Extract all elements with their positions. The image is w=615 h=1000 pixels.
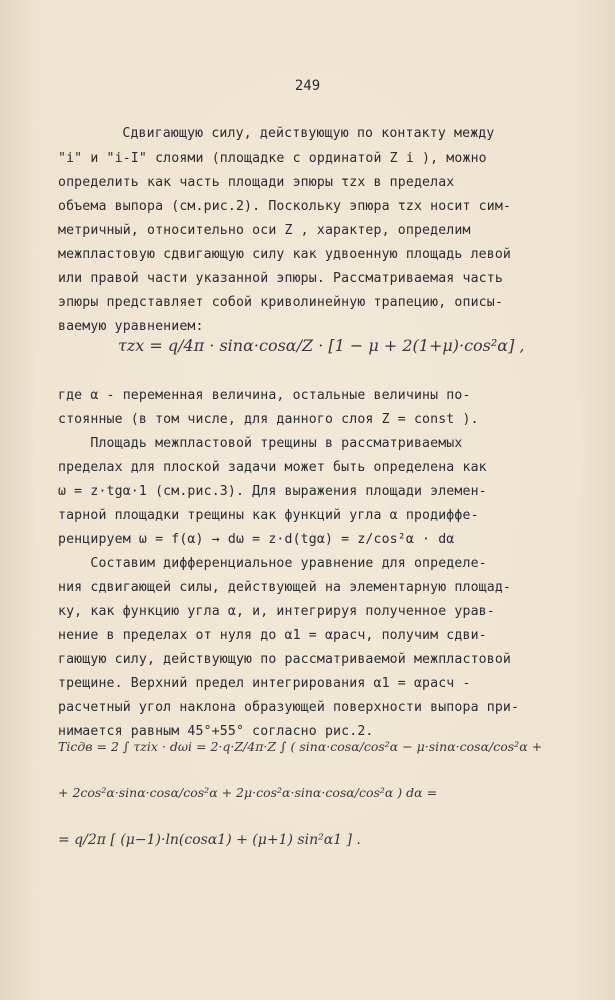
- text-line-17: Составим дифференциальное уравнение для определе-: [58, 556, 487, 571]
- text-line-6: межпластовую сдвигающую силу как удвоенную площадь левой: [58, 247, 512, 262]
- text-line-7: или правой части указанной эпюры. Рассматриваемая часть: [58, 271, 503, 286]
- text-line-21: гающую силу, действующую по рассматриваемой межпластовой: [58, 652, 512, 667]
- text-line-5: метричный, относительно оси Z , характер, определим: [58, 223, 471, 238]
- text-line-1: Сдвигающую силу, действующую по контакту между: [90, 126, 495, 141]
- text-line-9: ваемую уравнением:: [58, 319, 204, 334]
- text-line-18: ния сдвигающей силы, действующей на элементарную площад-: [58, 580, 512, 595]
- text-line-12: Площадь межпластовой трещины в рассматриваемых: [58, 436, 463, 451]
- text-line-11: стоянные (в том числе, для данного слоя Z = const ).: [58, 412, 479, 427]
- text-line-20: нение в пределах от нуля до α1 = αрасч, получим сдви-: [58, 628, 487, 643]
- text-line-23: расчетный угол наклона образующей поверхности выпора при-: [58, 700, 520, 715]
- text-line-14: ω = z·tgα·1 (см.рис.3). Для выражения площади элемен-: [58, 484, 487, 499]
- text-line-22: трещине. Верхний предел интегрирования α1 = αрасч -: [58, 676, 471, 691]
- text-line-24: нимается равным 45°+55° согласно рис.2.: [58, 724, 374, 739]
- text-line-16: ренцируем ω = f(α) → dω = z·d(tgα) = z/cos²α · dα: [58, 532, 455, 547]
- formula-integral-result: = q/2π [ (μ−1)·ln(cosα1) + (μ+1) sin²α1 ] .: [58, 832, 361, 848]
- text-line-19: ку, как функцию угла α, и, интегрируя полученное урав-: [58, 604, 495, 619]
- text-line-2: "i" и "i-I" слоями (площадке с ординатой Z i ), можно: [58, 151, 487, 166]
- text-line-10: где α - переменная величина, остальные величины по-: [58, 388, 471, 403]
- text-line-15: тарной площадки трещины как функций угла α продиффе-: [58, 508, 479, 523]
- formula-shear-force-integral: Tiсдв = 2 ∫ τzix · dωi = 2·q·Z/4π·Z ∫ ( sinα·cosα/cos²α − μ·sinα·cosα/cos²α +: [58, 739, 543, 754]
- text-line-13: пределах для плоской задачи может быть определена как: [58, 460, 487, 475]
- formula-integral-continuation: + 2cos²α·sinα·cosα/cos²α + 2μ·cos²α·sinα·cosα/cos²α ) dα =: [58, 785, 438, 800]
- page-number: 249: [294, 78, 321, 94]
- text-line-3: определить как часть площади эпюры τzx в пределах: [58, 175, 455, 190]
- formula-shear-stress: τzx = q/4π · sinα·cosα/Z · [1 − μ + 2(1+μ)·cos²α] ,: [118, 336, 525, 355]
- text-line-4: объема выпора (см.рис.2). Поскольку эпюра τzx носит сим-: [58, 199, 512, 214]
- text-line-8: эпюры представляет собой криволинейную трапецию, описы-: [58, 295, 503, 310]
